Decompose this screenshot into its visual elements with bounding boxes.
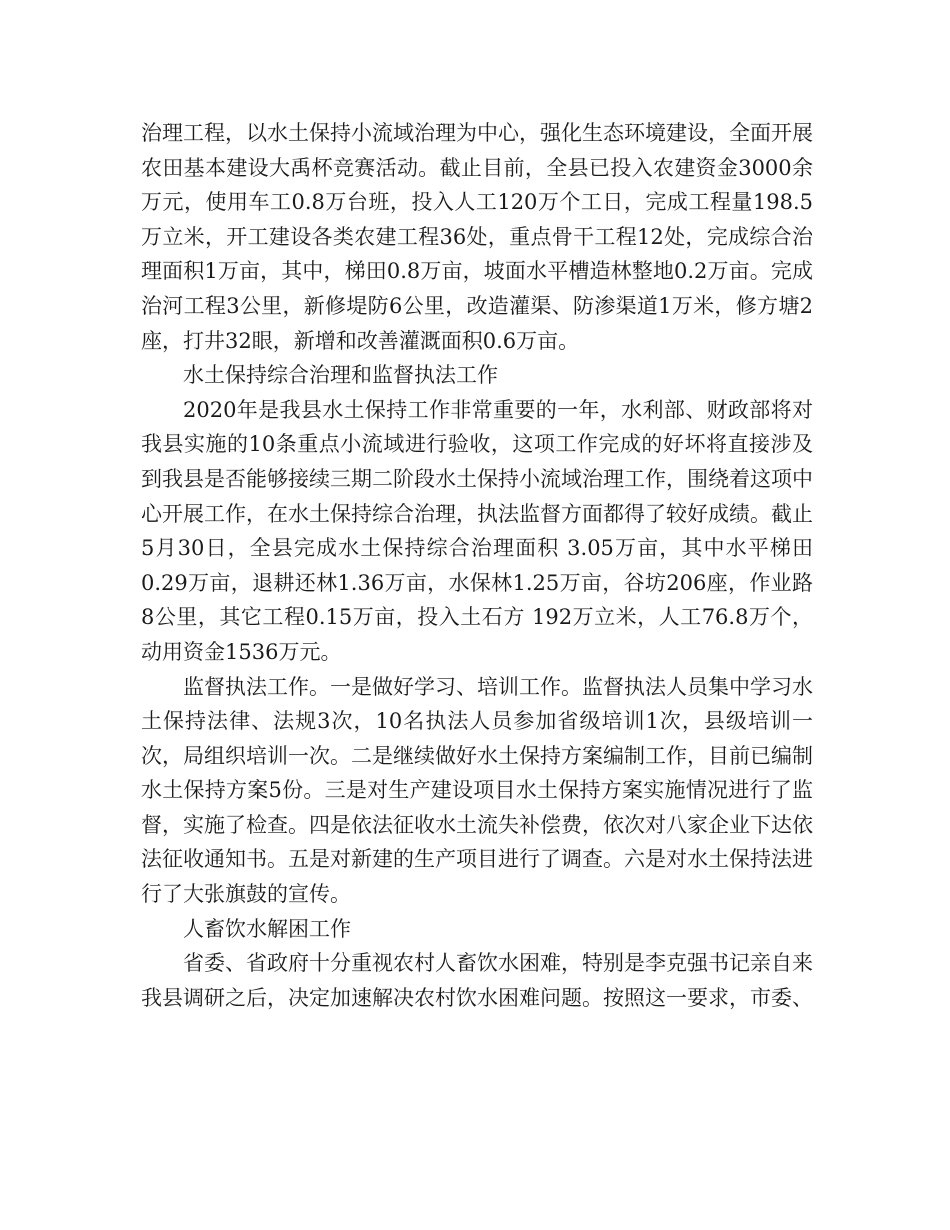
section-heading-drinking-water: 人畜饮水解困工作	[183, 916, 351, 941]
paragraph-soil-conservation-2020: 2020年是我县水土保持工作非常重要的一年，水利部、财政部将对我县实施的10条重点小流域进行验收，这项工作完成的好坏将直接涉及到我县是否能够接续三期二阶段水土保持小流域治理工作，围绕着这项中心开展工作，在水土保持综合治理，执法监督方面都得了较好成绩。截止5月30日，全县完成水土保持综合治理面积 3.05万亩，其中水平梯田0.29万亩，退耕还林1.36万亩，水保林1.25万亩，谷坊206座，作业路8公里，其它工程0.15万亩，投入土石方 192万立米，人工76.8万个，动用资金1536万元。	[141, 397, 813, 664]
paragraph-supervision-enforcement: 监督执法工作。一是做好学习、培训工作。监督执法人员集中学习水土保持法律、法规3次，10名执法人员参加省级培训1次，县级培训一次，局组织培训一次。二是继续做好水土保持方案编制工作，目前已编制水土保持方案5份。三是对生产建设项目水土保持方案实施情况进行了监督，实施了检查。四是依法征收水土流失补偿费，依次对八家企业下达依法征收通知书。五是对新建的生产项目进行了调查。六是对水土保持法进行了大张旗鼓的宣传。	[141, 674, 813, 907]
document-body	[141, 116, 813, 1015]
section-heading-soil-conservation: 水土保持综合治理和监督执法工作	[183, 363, 498, 388]
paragraph-farmland-construction: 治理工程，以水土保持小流域治理为中心，强化生态环境建设，全面开展农田基本建设大禹杯竞赛活动。截止目前，全县已投入农建资金3000余万元，使用车工0.8万台班，投入人工120万个工日，完成工程量198.5万立米，开工建设各类农建工程36处，重点骨干工程12处，完成综合治理面积1万亩，其中，梯田0.8万亩，坡面水平槽造林整地0.2万亩。完成治河工程3公里，新修堤防6公里，改造灌渠、防渗渠道1万米，修方塘2座，打井32眼，新增和改善灌溉面积0.6万亩。	[141, 121, 813, 353]
paragraph-drinking-water: 省委、省政府十分重视农村人畜饮水困难，特别是李克强书记亲自来我县调研之后，决定加速解决农村饮水困难问题。按照这一要求，市委、	[141, 951, 813, 1010]
